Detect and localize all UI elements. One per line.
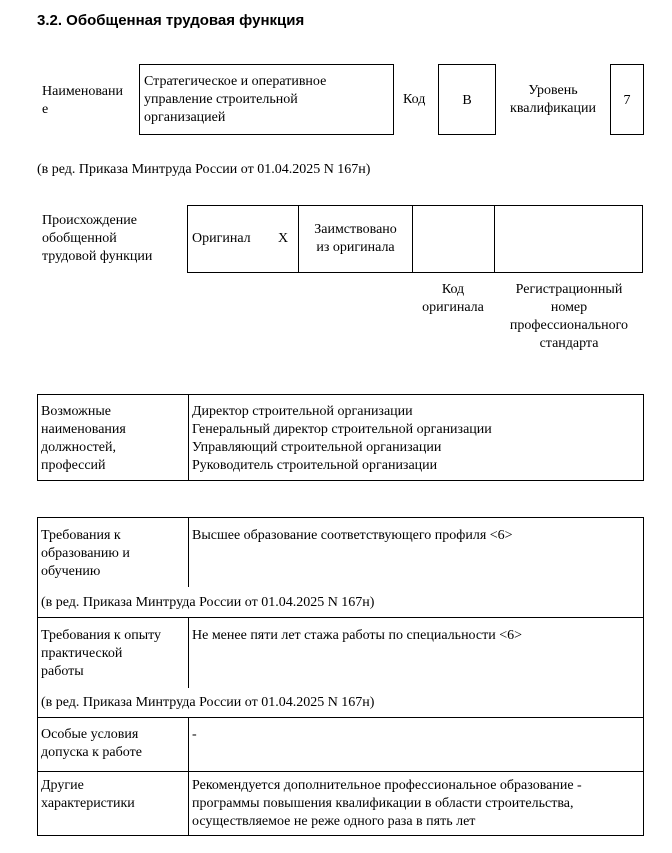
borrowed-label-line: из оригинала: [316, 240, 395, 255]
borrowed-label: [299, 221, 412, 257]
level-label-line: Уровень: [528, 83, 578, 98]
origin-label-line: Происхождение: [42, 213, 137, 228]
education-label-line: образованию и: [41, 546, 130, 561]
other-value-line: Рекомендуется дополнительное профессиональное образование -: [192, 778, 582, 793]
origin-label-line: трудовой функции: [42, 249, 153, 264]
education-label: [41, 527, 130, 581]
code-label: Код: [403, 92, 426, 107]
positions-label: [41, 403, 126, 475]
education-amendment-note: (в ред. Приказа Минтруда России от 01.04.2025 N 167н): [41, 595, 375, 610]
borrowed-label-line: Заимствовано: [314, 222, 397, 237]
other-value-line: программы повышения квалификации в области строительства,: [192, 796, 574, 811]
positions-label-line: должностей,: [41, 440, 116, 455]
original-label: Оригинал: [192, 231, 251, 246]
caption-line: Регистрационный: [515, 282, 623, 297]
caption-line: профессионального: [509, 318, 629, 333]
position-item: Управляющий строительной организации: [192, 440, 442, 455]
name-value-line: управление строительной: [144, 92, 298, 107]
caption-line: номер: [550, 300, 588, 315]
special-label-line: допуска к работе: [41, 745, 142, 760]
caption-line: стандарта: [539, 336, 599, 351]
caption-line: оригинала: [422, 300, 484, 315]
experience-amendment-note: (в ред. Приказа Минтруда России от 01.04.2025 N 167н): [41, 695, 375, 710]
level-value-box: [610, 64, 644, 135]
name-value-line: Стратегическое и оперативное: [144, 74, 327, 89]
name-value-line: организацией: [144, 110, 226, 125]
experience-label: [41, 627, 161, 681]
level-value: 7: [623, 93, 631, 108]
special-conditions-label: [41, 726, 142, 762]
positions-label-line: наименования: [41, 422, 126, 437]
name-label-line: е: [42, 102, 49, 117]
position-item: Директор строительной организации: [192, 404, 413, 419]
special-label-line: Особые условия: [41, 727, 139, 742]
registration-number-caption: [494, 281, 644, 353]
other-label-line: характеристики: [41, 796, 135, 811]
other-label-line: Другие: [41, 778, 84, 793]
positions-values: [192, 403, 492, 475]
position-item: Руководитель строительной организации: [192, 458, 438, 473]
origin-label: [42, 212, 152, 266]
code-value-box: [438, 64, 496, 135]
experience-label-line: работы: [41, 664, 84, 679]
other-characteristics-label: [41, 777, 135, 813]
amendment-note: (в ред. Приказа Минтруда России от 01.04.2025 N 167н): [37, 162, 371, 177]
position-item: Генеральный директор строительной организации: [192, 422, 492, 437]
other-characteristics-value: [192, 777, 640, 831]
origin-label-line: обобщенной: [42, 231, 117, 246]
experience-label-line: Требования к опыту: [41, 628, 162, 643]
origin-table: [187, 205, 643, 273]
name-label: [42, 83, 123, 119]
special-conditions-value: -: [192, 727, 197, 742]
caption-line: Код: [441, 282, 465, 297]
requirements-table: [37, 517, 644, 836]
education-value: Высшее образование соответствующего профиля <6>: [192, 528, 513, 543]
positions-label-line: Возможные: [41, 404, 111, 419]
name-label-line: Наименовани: [42, 84, 124, 99]
level-label-line: квалификации: [510, 101, 596, 116]
code-original-caption: [412, 281, 494, 317]
code-value: B: [462, 93, 472, 108]
name-value-box: [139, 64, 394, 135]
section-heading: 3.2. Обобщенная трудовая функция: [37, 12, 305, 29]
positions-table: [37, 394, 644, 481]
positions-label-line: профессий: [41, 458, 106, 473]
experience-value: Не менее пяти лет стажа работы по специальности <6>: [192, 628, 523, 643]
experience-label-line: практической: [41, 646, 123, 661]
education-label-line: Требования к: [41, 528, 121, 543]
other-value-line: осуществляемое не реже одного раза в пять лет: [192, 814, 476, 829]
original-mark: X: [278, 231, 289, 246]
level-label: [502, 82, 604, 118]
education-label-line: обучению: [41, 564, 101, 579]
